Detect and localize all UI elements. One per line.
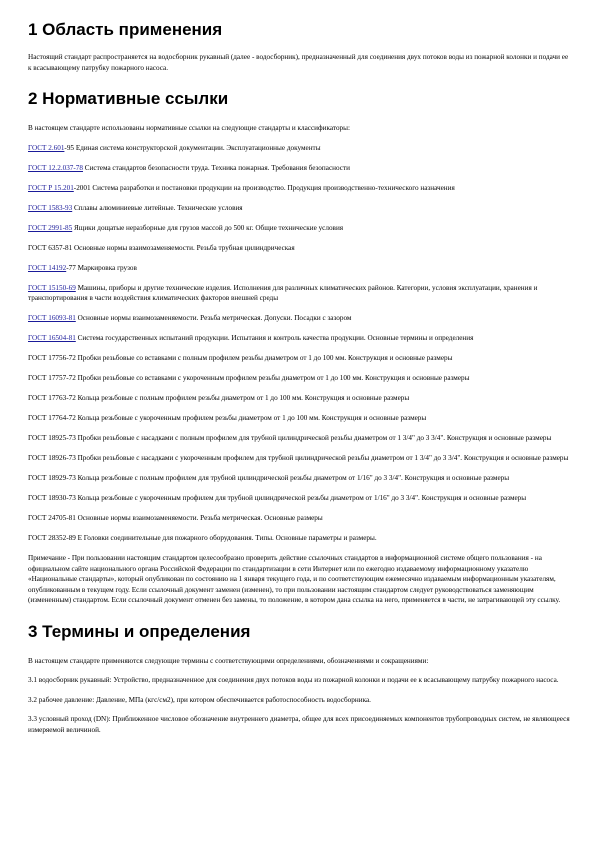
reference-item [28,433,573,444]
reference-item [28,373,573,384]
reference-item [28,393,573,404]
reference-link[interactable]: ГОСТ 2991-85 [28,223,73,232]
reference-item [28,163,573,174]
reference-link[interactable]: ГОСТ 2.601 [28,143,65,152]
reference-item [28,223,573,234]
reference-text: ГОСТ 28352-89 Е Головки соединительные для пожарного оборудования. Типы. Основные параметры и размеры. [28,534,377,542]
reference-text: ГОСТ 17764-72 Кольца резьбовые с укороченным профилем резьбы диаметром от 1 до 100 мм. Конструкция и основные размеры [28,414,427,422]
reference-item [28,183,573,194]
reference-item [28,313,573,324]
reference-item [28,473,573,484]
reference-text: ГОСТ 18926-73 Пробки резьбовые с насадками с укороченным профилем для трубной цилиндрической резьбы диаметром от 1 3/4" до 3 3/4". Конструкция и основные размеры [28,454,569,462]
reference-code-suffix: -77 [66,263,76,272]
reference-text: Система разработки и постановки продукции на производство. Продукция производственно-технического назначения [90,183,455,192]
reference-item [28,413,573,424]
reference-link[interactable]: ГОСТ 16093-81 [28,314,76,322]
reference-link[interactable]: ГОСТ Р 15.201 [28,183,74,192]
reference-text: Сплавы алюминиевые литейные. Технические условия [72,203,243,212]
reference-item [28,243,573,254]
reference-text: Маркировка грузов [75,263,137,272]
section-3-intro: В настоящем стандарте применяются следующие термины с соответствующими определениями, обозначениями и сокращениями: [28,656,429,665]
reference-text: ГОСТ 17763-72 Кольца резьбовые с полным профилем резьбы диаметром от 1 до 100 мм. Конструкция и основные размеры [28,394,410,402]
reference-item [28,453,573,464]
reference-link[interactable]: ГОСТ 1583-93 [28,203,73,212]
normative-references-list [28,143,573,544]
reference-text: Основные нормы взаимозаменяемости. Резьба метрическая. Допуски. Посадки с зазором [75,314,352,322]
reference-link[interactable]: ГОСТ 15150-69 [28,283,76,292]
section-1-heading: 1 Область применения [28,20,223,39]
reference-item [28,493,573,504]
reference-text: Единая система конструкторской документации. Эксплуатационные документы [74,143,321,152]
section-3-heading: 3 Термины и определения [28,621,251,641]
section-2-heading: 2 Нормативные ссылки [28,89,229,108]
reference-text: ГОСТ 18925-73 Пробки резьбовые с насадками с полным профилем для трубной цилиндрической резьбы диаметром от 1 3/4" до 3 3/4". Конструкция и основные размеры [28,434,552,442]
reference-link[interactable]: ГОСТ 14192 [28,263,67,272]
section-2-intro: В настоящем стандарте использованы нормативные ссылки на следующие стандарты и классификаторы: [28,124,350,132]
reference-text: ГОСТ 6357-81 Основные нормы взаимозаменяемости. Резьба трубная цилиндрическая [28,243,295,252]
section-1-text: Настоящий стандарт распространяется на водосборник рукавный (далее - водосборник), предназначенный для соединения двух потоков воды из пожарной колонки и подачи ее к всасывающему патрубку пожарного насоса. [28,53,569,72]
reference-item [28,143,573,154]
reference-text: ГОСТ 24705-81 Основные нормы взаимозаменяемости. Резьба метрическая. Основные размеры [28,514,323,522]
reference-item [28,283,573,304]
reference-text: Система стандартов безопасности труда. Техника пожарная. Требования безопасности [82,163,350,172]
reference-text: ГОСТ 17756-72 Пробки резьбовые со вставками с полным профилем резьбы диаметром от 1 до 100 мм. Конструкция и основные размеры [28,354,453,362]
section-2-note: Примечание - При пользовании настоящим стандартом целесообразно проверить действие ссылочных стандартов в информационной системе общего пользования - на официальном сайте национального органа Российской Федерации по стандартизации в сети Интернет или по ежегодно издаваемому информационному указателю «Национальные стандарты», который опубликован по состоянию на 1 января текущего года, и по соответствующим ежемесячно издаваемым информационным указателям, опубликованным в текущем году. Если ссылочный документ заменен (изменен), то при пользовании настоящим стандартом следует руководствоваться заменяющим (измененным) стандартом. Если ссылочный документ отменен без замены, то положение, в котором дана ссылка на него, применяется в части, не затрагивающей эту ссылку. [28,554,561,604]
reference-item [28,333,573,344]
reference-text: ГОСТ 18929-73 Кольца резьбовые с полным профилем для трубной цилиндрической резьбы диаметром от 1/16" до 3 3/4". Конструкция и основные размеры [28,474,510,482]
reference-text: Машины, приборы и другие технические изделия. Исполнения для различных климатических районов. Категории, условия эксплуатации, хранения и транспортирования в части воздействия климатических факторов внешней среды [28,283,538,302]
term-3-3: 3.3 условный проход (DN): Приближенное числовое обозначение внутреннего диаметра, общее для всех присоединяемых компонентов трубопроводных систем, не являющееся измеряемой величиной. [28,715,570,734]
reference-text: ГОСТ 18930-73 Кольца резьбовые с укороченным профилем для трубной цилиндрической резьбы диаметром от 1/16" до 3 3/4". Конструкция и основные размеры [28,494,527,502]
reference-code-suffix: -2001 [73,183,91,192]
reference-code-suffix: -95 [64,143,75,152]
reference-link[interactable]: ГОСТ 12.2.037-78 [28,163,83,172]
reference-text: ГОСТ 17757-72 Пробки резьбовые со вставками с укороченным профилем резьбы диаметром от 1 до 100 мм. Конструкция и основные размеры [28,374,470,382]
reference-text: Ящики дощатые неразборные для грузов массой до 500 кг. Общие технические условия [72,223,344,232]
reference-item [28,353,573,364]
reference-item [28,533,573,544]
reference-item [28,513,573,524]
document-content [28,20,573,744]
reference-link[interactable]: ГОСТ 16504-81 [28,334,76,342]
term-3-2: 3.2 рабочее давление: Давление, МПа (кгс/см2), при котором обеспечивается работоспособность водосборника. [28,695,371,704]
reference-item [28,203,573,214]
reference-item [28,263,573,274]
term-3-1: 3.1 водосборник рукавный: Устройство, предназначенное для соединения двух потоков воды из пожарной колонки и подачи ее к всасывающему патрубку пожарного насоса. [28,676,559,684]
reference-text: Система государственных испытаний продукции. Испытания и контроль качества продукции. Основные термины и определения [75,334,474,342]
